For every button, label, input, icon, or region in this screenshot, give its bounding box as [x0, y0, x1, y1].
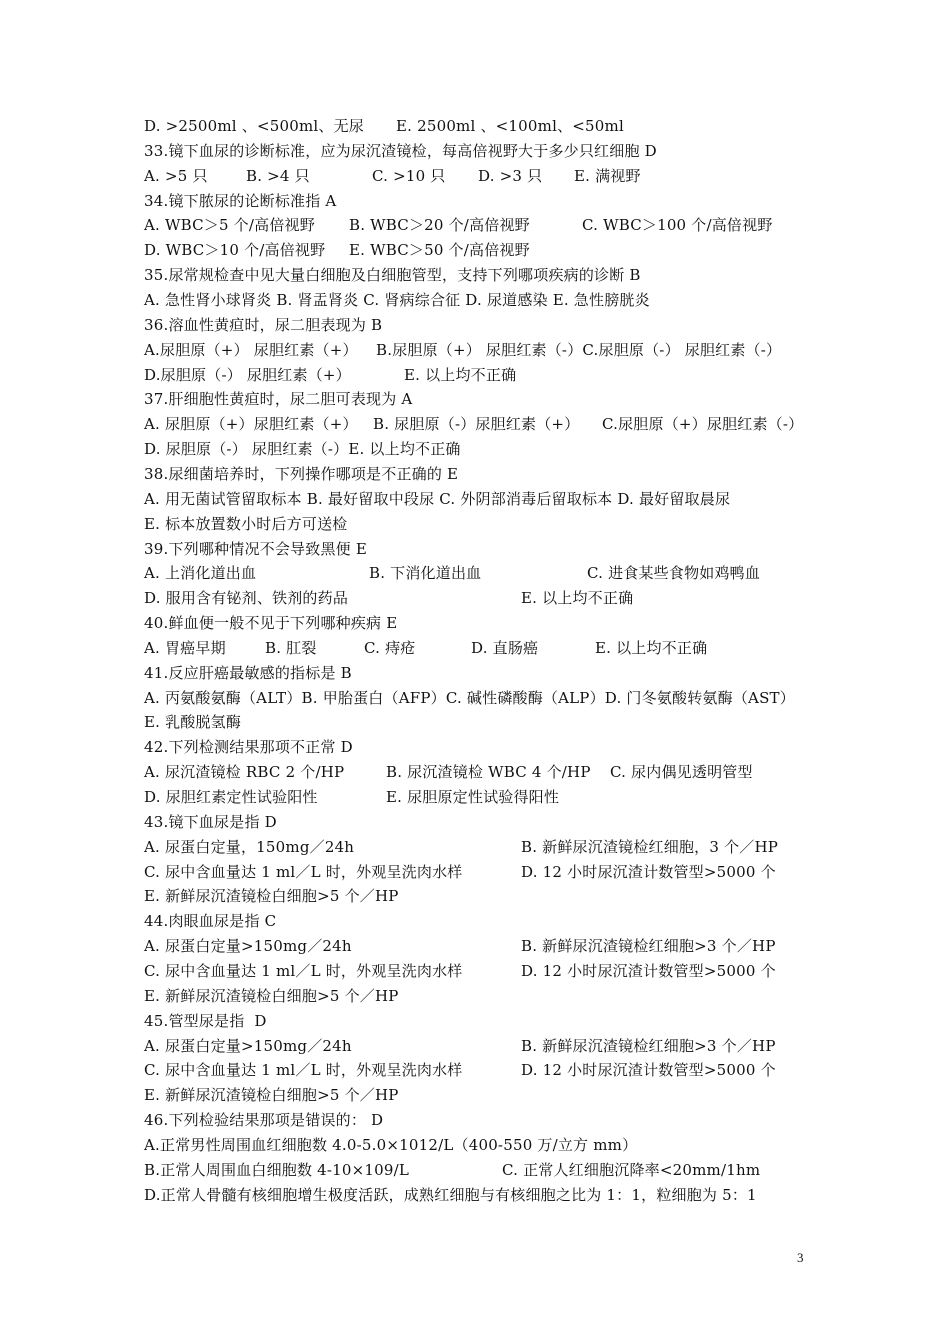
option-text: C. 尿中含血量达 1 ml／L 时，外观呈洗肉水样: [144, 862, 463, 881]
option-text: C. >10 只: [372, 166, 446, 185]
option-text: D. >3 只: [478, 166, 543, 185]
option-text: B. >4 只: [246, 166, 310, 185]
option-text: C. WBC＞100 个/高倍视野: [582, 216, 773, 235]
line-text: 36.溶血性黄疸时，尿二胆表现为 B: [144, 315, 383, 334]
option-text: A. 尿沉渣镜检 RBC 2 个/HP: [144, 763, 345, 782]
option-text: E. 以上均不正确: [521, 589, 634, 608]
option-text: C. 尿中含血量达 1 ml／L 时，外观呈洗肉水样: [144, 961, 463, 980]
page-number: 3: [797, 1250, 804, 1265]
option-text: E. 2500ml 、<100ml、<50ml: [396, 117, 624, 135]
option-text: B. 下消化道出血: [369, 564, 482, 583]
option-text: B. 肛裂: [265, 638, 317, 657]
option-text: D. 服用含有铋剂、铁剂的药品: [144, 589, 349, 608]
option-text: B. 尿沉渣镜检 WBC 4 个/HP: [386, 763, 591, 782]
line-text: 38.尿细菌培养时，下列操作哪项是不正确的 E: [144, 464, 459, 483]
option-text: A. WBC＞5 个/高倍视野: [144, 216, 315, 235]
line-text: A. 丙氨酸氨酶（ALT）B. 甲胎蛋白（AFP）C. 碱性磷酸酶（ALP）D. 门冬氨酸转氨酶（AST）: [144, 688, 795, 707]
option-text: B. WBC＞20 个/高倍视野: [349, 216, 530, 235]
line-text: 45.管型尿是指 D: [144, 1011, 267, 1030]
line-text: 44.肉眼血尿是指 C: [144, 912, 277, 931]
option-text: D. WBC＞10 个/高倍视野: [144, 241, 326, 260]
line-text: E. 新鲜尿沉渣镜检白细胞>5 个／HP: [144, 887, 399, 906]
line-text: D. 尿胆原（-） 尿胆红素（-）E. 以上均不正确: [144, 440, 461, 459]
line-text: 41.反应肝癌最敏感的指标是 B: [144, 663, 352, 682]
option-text: E. WBC＞50 个/高倍视野: [349, 241, 530, 260]
line-text: 37.肝细胞性黄疸时，尿二胆可表现为 A: [144, 390, 413, 409]
line-text: 35.尿常规检查中见大量白细胞及白细胞管型，支持下列哪项疾病的诊断 B: [144, 266, 641, 285]
option-text: D. 尿胆红素定性试验阳性: [144, 788, 318, 806]
line-text: 34.镜下脓尿的论断标准指 A: [144, 191, 337, 210]
option-text: B.尿胆原（+） 尿胆红素（-）C.尿胆原（-） 尿胆红素（-）: [376, 340, 782, 359]
option-text: A. 尿蛋白定量>150mg／24h: [144, 1036, 352, 1055]
option-text: D. 12 小时尿沉渣计数管型>5000 个: [521, 961, 776, 980]
line-text: 39.下列哪种情况不会导致黑便 E: [144, 539, 367, 558]
option-text: E. 满视野: [574, 166, 641, 185]
line-text: 43.镜下血尿是指 D: [144, 812, 277, 831]
option-text: E. 尿胆原定性试验得阳性: [386, 788, 560, 806]
option-text: C.尿胆原（+）尿胆红素（-）: [602, 415, 804, 434]
option-text: A. 上消化道出血: [144, 564, 257, 583]
line-text: E. 新鲜尿沉渣镜检白细胞>5 个／HP: [144, 986, 399, 1005]
option-text: D. 直肠癌: [471, 638, 539, 657]
option-text: D. 12 小时尿沉渣计数管型>5000 个: [521, 1061, 776, 1080]
option-text: D. >2500ml 、<500ml、无尿: [144, 117, 364, 135]
line-text: 46.下列检验结果那项是错误的： D: [144, 1111, 384, 1129]
option-text: C. 尿中含血量达 1 ml／L 时，外观呈洗肉水样: [144, 1061, 463, 1080]
line-text: 33.镜下血尿的诊断标准，应为尿沉渣镜检，每高倍视野大于多少只红细胞 D: [144, 141, 657, 160]
option-text: B.正常人周围血白细胞数 4-10×109/L: [144, 1160, 410, 1179]
option-text: B. 新鲜尿沉渣镜检红细胞>3 个／HP: [521, 1036, 776, 1055]
option-text: B. 尿胆原（-）尿胆红素（+）: [373, 415, 580, 434]
option-text: A. 尿胆原（+）尿胆红素（+）: [144, 415, 358, 434]
option-text: C. 正常人红细胞沉降率<20mm/1hm: [502, 1160, 761, 1179]
option-text: E. 以上均不正确: [595, 638, 708, 657]
option-text: C. 痔疮: [364, 638, 416, 657]
option-text: E. 以上均不正确: [404, 365, 517, 384]
option-text: A.尿胆原（+） 尿胆红素（+）: [144, 340, 358, 359]
option-text: A. >5 只: [144, 166, 208, 185]
line-text: 40.鲜血便一般不见于下列哪种疾病 E: [144, 614, 398, 632]
line-text: E. 乳酸脱氢酶: [144, 713, 242, 732]
option-text: B. 新鲜尿沉渣镜检红细胞>3 个／HP: [521, 937, 776, 956]
option-text: D.尿胆原（-） 尿胆红素（+）: [144, 365, 351, 384]
line-text: A. 急性肾小球肾炎 B. 肾盂肾炎 C. 肾病综合征 D. 尿道感染 E. 急性膀胱炎: [144, 291, 650, 309]
line-text: A. 用无菌试管留取标本 B. 最好留取中段尿 C. 外阴部消毒后留取标本 D. 最好留取晨尿: [144, 489, 731, 508]
option-text: A. 胃癌早期: [144, 638, 226, 657]
option-text: C. 尿内偶见透明管型: [610, 763, 753, 782]
line-text: E. 标本放置数小时后方可送检: [144, 514, 348, 533]
option-text: B. 新鲜尿沉渣镜检红细胞，3 个／HP: [521, 837, 779, 856]
option-text: A. 尿蛋白定量>150mg／24h: [144, 937, 352, 956]
line-text: E. 新鲜尿沉渣镜检白细胞>5 个／HP: [144, 1086, 399, 1105]
option-text: D. 12 小时尿沉渣计数管型>5000 个: [521, 862, 776, 881]
line-text: 42.下列检测结果那项不正常 D: [144, 738, 353, 757]
option-text: C. 进食某些食物如鸡鸭血: [587, 564, 761, 583]
line-text: D.正常人骨髓有核细胞增生极度活跃，成熟红细胞与有核细胞之比为 1：1，粒细胞为 5：1: [144, 1185, 757, 1204]
option-text: A. 尿蛋白定量，150mg／24h: [144, 837, 355, 856]
line-text: A.正常男性周围血红细胞数 4.0-5.0×1012/L（400-550 万/立方 mm）: [144, 1135, 638, 1154]
